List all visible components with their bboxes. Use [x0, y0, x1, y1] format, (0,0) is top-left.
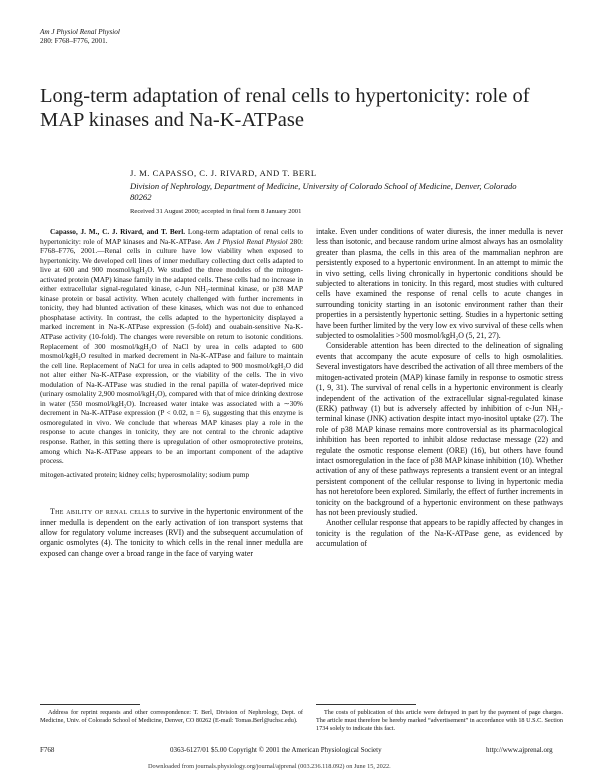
- journal-url-link[interactable]: http://www.ajprenal.org: [486, 746, 553, 754]
- paragraph: Considerable attention has been directed to the delineation of signaling events that accompany the acute exposure of cells to high osmolalities. Several investigators have described the activation of all three members of the mitogen-activated protein (MAP) kinase family in response to osmotic stress (1, 9, 31). The survival of renal cells in a hypertonic environment is clearly independent of the activation of the extracellular signal-regulated kinase (ERK) pathway (1) but is adversely affected by inhibition of c-Jun NH₂-terminal kinase (JNK) activation despite intact myo-inositol uptake (27). The role of p38 MAP kinase remains more controversial as its pharmacological inhibition has been reported to inhibit aldose reductase message (22) and regulate the osmotic response element (ORE) (16), but others have found intact osmoregulation in the face of p38 MAP kinase inhibition (10). Whether activation of any of these pathways represents a transient event or an integral persistent component of the cellular response to living in hypertonic media has not heretofore been explored. Similarly, the effect of further increments in tonicity on the background of a hypertonic environment on these pathways has not been previously studied.: [316, 341, 563, 517]
- footnote-divider: [40, 704, 140, 705]
- article-title: Long-term adaptation of renal cells to hypertonicity: role of MAP kinases and Na-K-ATPase: [40, 85, 530, 131]
- abstract-authors: Capasso, J. M., C. J. Rivard, and T. Berl.: [50, 227, 186, 236]
- article-affiliation: Division of Nephrology, Department of Medicine, University of Colorado School of Medicine, Denver, Colorado 80262: [130, 181, 517, 202]
- right-column: [316, 227, 563, 550]
- journal-header: [40, 28, 120, 46]
- intro-left-text: to survive in the hypertonic environment of the inner medulla is dependent on the early activation of ion transport systems that allow for regulatory volume increases (RVI) and the subsequent accumulation of organic osmolytes (4). The tonicity to which cells in the renal inner medulla are exposed can change over a broad range in the face of varying water: [40, 507, 303, 558]
- costs-footnote: The costs of publication of this article were defrayed in part by the payment of page charges. The article must therefore be hereby marked “advertisement” in accordance with 18 U.S.C. Section 1734 solely to indicate this fact.: [316, 709, 563, 732]
- received-dates: Received 31 August 2000; accepted in final form 8 January 2001: [130, 208, 302, 215]
- paragraph: Another cellular response that appears to be rapidly affected by changes in tonicity is the regulation of the Na-K-ATPase gene, as evidenced by accumulation of: [316, 518, 563, 549]
- abstract-body: Renal cells in culture have low viability when exposed to hypertonicity. We developed cell lines of inner medullary collecting duct cells adapted to live at 600 and 900 mosmol/kgH₂O. We studied the three modules of the mitogen-activated protein (MAP) kinase family in the adapted cells. These cells had no increase in either extracellular signal-regulated kinase, c-Jun NH₂-terminal kinase, or p38 MAP kinase protein or basal activity. When acutely challenged with further increments in tonicity, they had blunted activation of these kinases, which was not due to enhanced phosphatase activity. In contrast, the cells adapted to the hypertonicity displayed a marked increment in Na-K-ATPase expression (5-fold) and ouabain-sensitive Na-K-ATPase activity (10-fold). The changes were reversible on return to isotonic conditions. Replacement of 300 mosmol/kgH₂O of NaCl by urea in cells adapted to 600 mosmol/kgH₂O resulted in marked decrement in Na-K-ATPase and failure to maintain the cell line. Replacement of NaCl for urea in cells adapted to 900 mosmol/kgH₂O did not alter either Na-K-ATPase expression, or the viability of the cells. The in vivo modulation of Na-K-ATPase was studied in the renal papilla of water-deprived mice (urinary osmolality 2,900 mosmol/kgH₂O), compared with that of mice drinking dextrose in water (550 mosmol/kgH₂O). Increased water intake was associated with a ∼30% decrement in Na-K-ATPase expression (P < 0.02, n = 6), suggesting that this enzyme is osmoregulated in vivo. We conclude that whereas MAP kinases play a role in the response to acute changes in tonicity, they are not central to the chronic adaptive response. Rather, in this setting there is upregulation of other osmoprotective proteins, among which Na-K-ATPase appears to be an important component of the adaptive process.: [40, 246, 303, 466]
- article-authors: J. M. CAPASSO, C. J. RIVARD, AND T. BERL: [130, 168, 317, 178]
- left-column: [40, 227, 303, 559]
- intro-lead: The ability of renal cells: [50, 507, 150, 517]
- paragraph: intake. Even under conditions of water diuresis, the inner medulla is never less than isotonic, and because random urine almost always has an osmolality greater than plasma, the cells in this area of the mammalian nephron are persistently exposed to a hypertonic environment. In an attempt to mimic the in vivo setting, cells living chronically in hypertonic conditions should be subjected to alterations in tonicity. In this regard, most studies with cultured cells have examined the response of renal cells to acute changes in surrounding tonicity starting in an isotonic environment rather than their properties in a persistently hypertonic setting. Studies in a hypertonic setting have been further limited by the very low ex vivo survival of these cells when subjected to osmolalities >500 mosmol/kgH₂O (5, 21, 27).: [316, 227, 563, 341]
- footnote-divider: [316, 704, 416, 705]
- page-number: F768: [40, 746, 55, 754]
- abstract-citation-detail: 280: F768–F776, 2001.—: [40, 236, 303, 256]
- abstract-title: Long-term adaptation of renal cells to hypertonicity: role of MAP kinases and Na-K-ATPase.: [40, 227, 303, 246]
- abstract-citation: Am J Physiol Renal Physiol: [204, 236, 288, 246]
- keywords: mitogen-activated protein; kidney cells; hyperosmolality; sodium pump: [40, 469, 250, 479]
- copyright-line: 0363-6127/01 $5.00 Copyright © 2001 the American Physiological Society: [170, 746, 382, 754]
- intro-paragraph: [40, 507, 303, 559]
- journal-pages: 280: F768–F776, 2001.: [40, 37, 108, 45]
- abstract: [40, 227, 303, 466]
- journal-name: Am J Physiol Renal Physiol: [40, 28, 120, 36]
- download-notice: Downloaded from journals.physiology.org/journal/ajprenal (003.236.118.092) on June 15, 2022.: [148, 763, 391, 770]
- address-footnote: Address for reprint requests and other correspondence: T. Berl, Division of Nephrology, Dept. of Medicine, Univ. of Colorado School of Medicine, Denver, CO 80262 (E-mail: Tomas.Berl@uchsc.edu).: [40, 709, 303, 724]
